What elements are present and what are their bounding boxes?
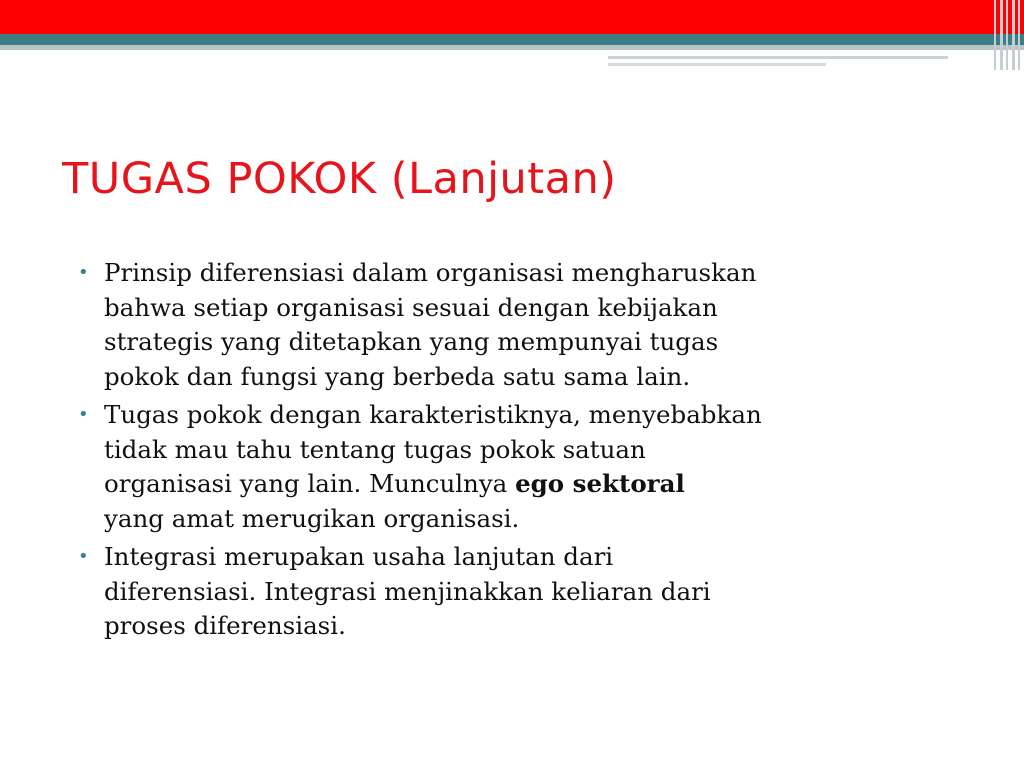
header-accent-line: [608, 56, 948, 59]
header-accent-bar: [1000, 0, 1003, 70]
header-accent-bar: [1012, 0, 1015, 70]
bullet-line: Integrasi merupakan usaha lanjutan dari: [104, 542, 614, 571]
bullet-icon: •: [78, 404, 89, 425]
header-accent-bar: [1006, 0, 1008, 70]
header-band-grey: [0, 45, 1024, 50]
bullet-line: pokok dan fungsi yang berbeda satu sama lain.: [104, 361, 691, 391]
bullet-item: [74, 398, 984, 536]
header-accent-line: [608, 63, 826, 66]
header-band-teal: [0, 34, 1024, 45]
bullet-line: Tugas pokok dengan karakteristiknya, menyebabkan: [104, 400, 762, 429]
bullet-icon: •: [78, 262, 89, 283]
bullet-line: strategis yang ditetapkan yang mempunyai tugas: [104, 327, 719, 356]
header-accent-bar: [1018, 0, 1020, 70]
bullet-line-text: organisasi yang lain. Munculnya: [104, 469, 516, 498]
bullet-line: yang amat merugikan organisasi.: [104, 503, 520, 533]
bullet-list: [74, 256, 984, 648]
bullet-item: [74, 256, 984, 394]
slide-title: TUGAS POKOK (Lanjutan): [62, 154, 617, 204]
bullet-line: tidak mau tahu tentang tugas pokok satuan: [104, 434, 646, 464]
bullet-line: diferensiasi. Integrasi menjinakkan keliaran dari: [104, 576, 711, 606]
bullet-icon: •: [78, 546, 89, 567]
header-accent-bar: [994, 0, 996, 70]
emphasis-ego-sektoral: ego sektoral: [515, 469, 685, 498]
bullet-line: Prinsip diferensiasi dalam organisasi mengharuskan: [104, 258, 757, 287]
header-band-red: [0, 0, 1024, 34]
bullet-item: [74, 540, 984, 644]
bullet-line: proses diferensiasi.: [104, 611, 346, 640]
bullet-line: [104, 467, 984, 502]
bullet-line: bahwa setiap organisasi sesuai dengan kebijakan: [104, 292, 718, 322]
